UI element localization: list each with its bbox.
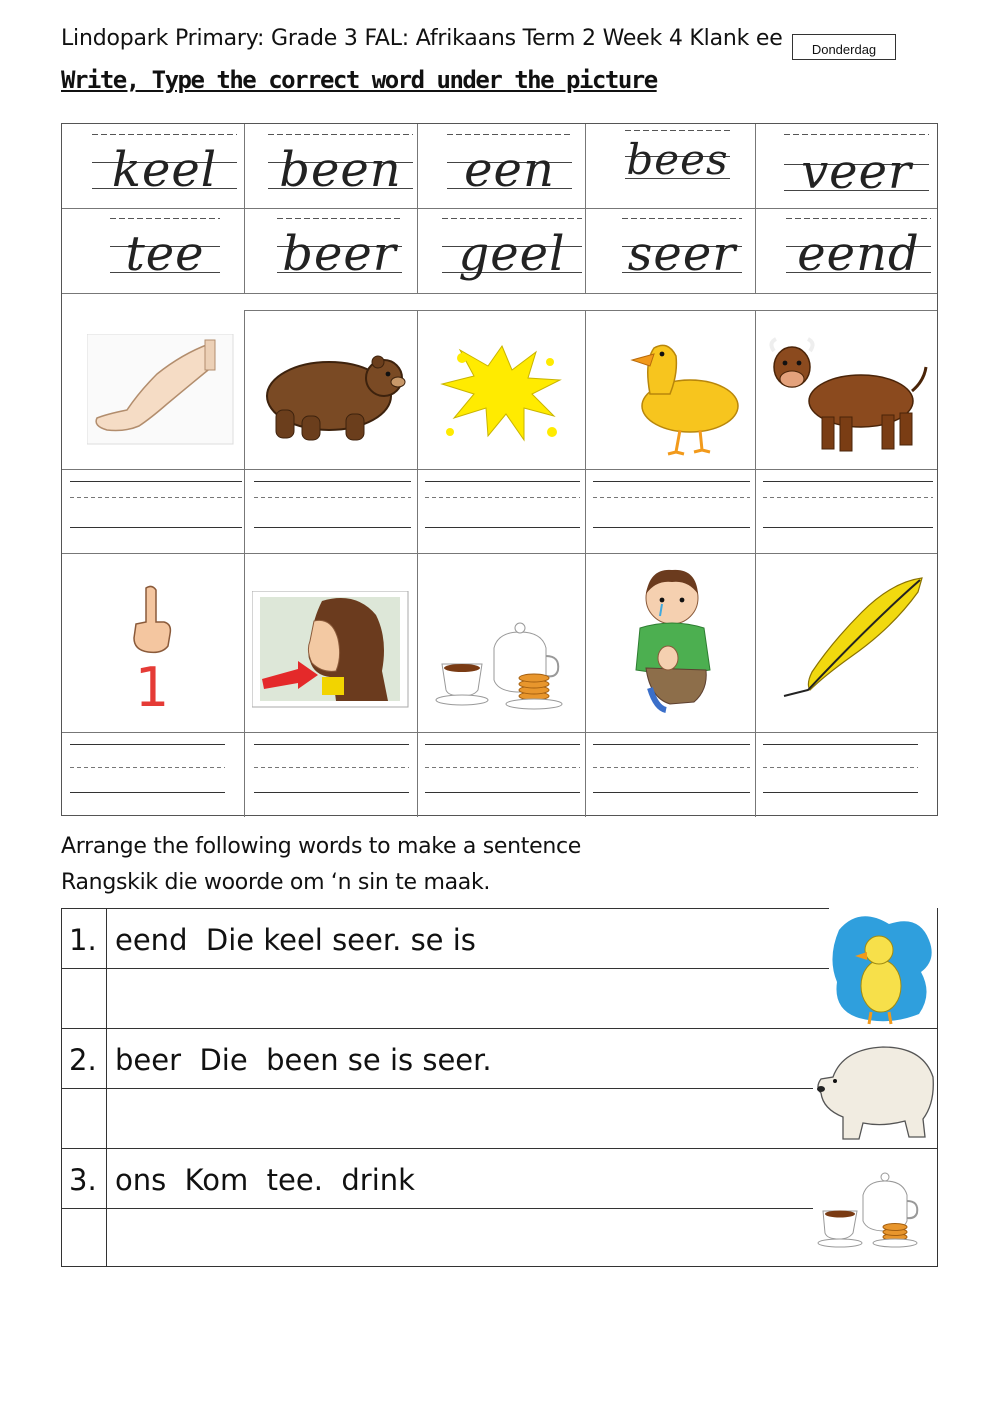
instruction-heading: Write, Type the correct word under the picture xyxy=(61,66,657,94)
grid-line xyxy=(62,208,937,209)
cursive-word: beer xyxy=(282,226,397,282)
grid-line xyxy=(585,124,586,293)
polar-bear-picture xyxy=(813,1033,937,1143)
crying-boy-picture xyxy=(610,558,735,713)
grid-line xyxy=(244,124,245,293)
feather-picture xyxy=(772,572,927,702)
write-line-box[interactable] xyxy=(425,479,580,529)
leg-picture xyxy=(87,334,235,446)
cursive-word-cell xyxy=(625,128,730,198)
answer-line-3[interactable] xyxy=(115,1212,815,1264)
bear-picture xyxy=(254,336,409,446)
cursive-word-cell xyxy=(268,132,413,202)
grid-line xyxy=(62,732,937,733)
sentence-table xyxy=(61,908,938,1267)
tea-picture xyxy=(813,1163,937,1263)
scrambled-sentence: ons Kom tee. drink xyxy=(115,1163,415,1197)
cursive-word-cell xyxy=(786,216,931,286)
grid-line xyxy=(62,553,937,554)
grid-line xyxy=(244,310,937,311)
grid-line xyxy=(585,310,586,817)
worksheet-title: Lindopark Primary: Grade 3 FAL: Afrikaans Term 2 Week 4 Klank ee xyxy=(61,26,783,51)
cursive-word-cell xyxy=(447,132,572,202)
sentence-number: 2. xyxy=(69,1043,97,1077)
write-line-box[interactable] xyxy=(70,479,242,529)
write-line-box[interactable] xyxy=(593,742,750,794)
answer-line-2[interactable] xyxy=(115,1092,815,1144)
answer-line-1[interactable] xyxy=(115,972,815,1024)
cursive-word-cell xyxy=(92,132,237,202)
grid-line xyxy=(62,469,937,470)
grid-line xyxy=(755,310,756,817)
grid-line xyxy=(417,310,418,817)
write-line-box[interactable] xyxy=(254,742,409,794)
scrambled-sentence: beer Die been se is seer. xyxy=(115,1043,492,1077)
section-instruction-english: Arrange the following words to make a sentence xyxy=(61,834,582,859)
bull-picture xyxy=(766,331,931,461)
digit-one: 1 xyxy=(134,656,170,712)
cursive-word: veer xyxy=(801,144,912,200)
grid-line xyxy=(755,124,756,293)
cursive-word-cell xyxy=(622,216,742,286)
cursive-word: seer xyxy=(627,226,737,282)
write-line-box[interactable] xyxy=(763,479,933,529)
cursive-word: een xyxy=(464,142,555,198)
write-line-box[interactable] xyxy=(254,479,411,529)
word-picture-grid xyxy=(61,123,938,816)
cursive-word: bees xyxy=(626,135,729,184)
grid-line xyxy=(244,310,245,817)
sentence-number: 1. xyxy=(69,923,97,957)
cursive-word-cell xyxy=(784,132,929,202)
yellow-splash-picture xyxy=(432,332,572,452)
sick-duck-picture xyxy=(829,910,935,1028)
cursive-word: geel xyxy=(458,226,566,282)
sentence-number: 3. xyxy=(69,1163,97,1197)
duck-picture xyxy=(610,334,745,459)
cursive-word-cell xyxy=(110,216,220,286)
tea-set-picture xyxy=(434,612,579,722)
day-label: Donderdag xyxy=(792,34,896,60)
grid-line xyxy=(417,124,418,293)
cursive-word: tee xyxy=(125,226,205,282)
throat-picture xyxy=(252,591,410,709)
cursive-word-cell xyxy=(442,216,582,286)
write-line-box[interactable] xyxy=(425,742,580,794)
cursive-word: eend xyxy=(797,226,920,282)
one-finger-picture xyxy=(122,582,182,712)
scrambled-sentence: eend Die keel seer. se is xyxy=(115,923,476,957)
cursive-word-cell xyxy=(277,216,402,286)
section-instruction-afrikaans: Rangskik die woorde om ‘n sin te maak. xyxy=(61,870,491,895)
cursive-word: been xyxy=(279,142,402,198)
cursive-word: keel xyxy=(111,142,218,198)
write-line-box[interactable] xyxy=(70,742,225,794)
write-line-box[interactable] xyxy=(763,742,918,794)
grid-line xyxy=(62,293,937,294)
write-line-box[interactable] xyxy=(593,479,750,529)
